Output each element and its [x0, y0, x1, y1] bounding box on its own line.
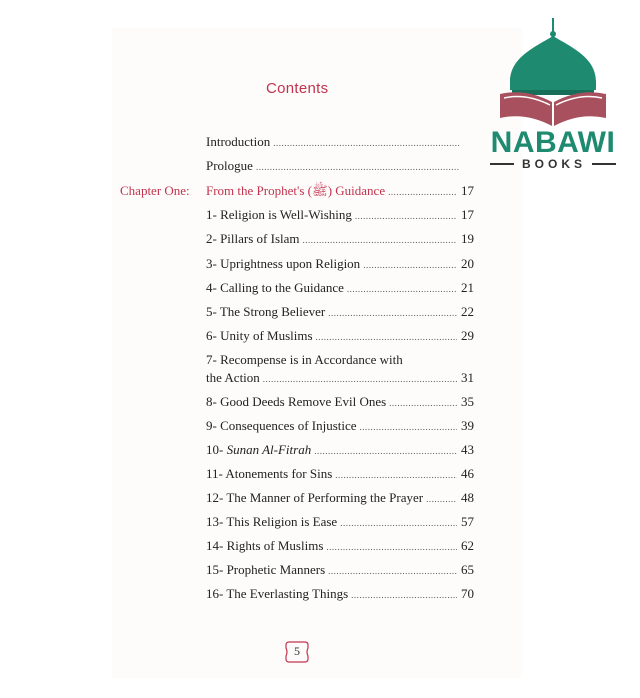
- toc-entry-number: 10-: [206, 442, 224, 457]
- toc-entry-page: 46: [461, 466, 474, 481]
- toc-entry[interactable]: [206, 256, 474, 273]
- dot-leader: [328, 305, 457, 321]
- toc-entry-title: 8- Good Deeds Remove Evil Ones: [206, 394, 387, 409]
- toc-entry[interactable]: [206, 370, 474, 387]
- toc-entry[interactable]: [206, 231, 474, 248]
- dot-leader: [263, 371, 457, 387]
- toc-entry-page: 21: [461, 280, 474, 295]
- toc-entry-title: 12- The Manner of Performing the Prayer: [206, 490, 424, 505]
- dot-leader: [273, 135, 460, 151]
- toc-entry-page: 57: [461, 514, 474, 529]
- toc-entry-chapter[interactable]: [206, 183, 474, 200]
- dot-leader: [326, 539, 457, 555]
- toc-entry[interactable]: [206, 466, 474, 483]
- toc-entry[interactable]: [206, 394, 474, 411]
- dot-leader: [389, 395, 457, 411]
- toc-entry-title: 5- The Strong Believer: [206, 304, 326, 319]
- toc-entry-title: 4- Calling to the Guidance: [206, 280, 344, 295]
- toc-entry[interactable]: [206, 328, 474, 345]
- toc-entry-title: 6- Unity of Muslims: [206, 328, 313, 343]
- toc-entry[interactable]: [206, 134, 474, 151]
- toc-entry-title: Prologue: [206, 158, 253, 173]
- toc-entry[interactable]: [206, 538, 474, 555]
- logo-subtitle-text: BOOKS: [521, 157, 586, 171]
- toc-entry-page: 29: [461, 328, 474, 343]
- toc-entry-title: 14- Rights of Muslims: [206, 538, 324, 553]
- dot-leader: [388, 184, 457, 200]
- toc-entry[interactable]: [206, 442, 474, 459]
- toc-entry[interactable]: [206, 490, 474, 507]
- toc-entry[interactable]: [206, 207, 474, 224]
- contents-heading: Contents: [266, 80, 329, 97]
- toc-entry[interactable]: [206, 280, 474, 297]
- toc-entry-title: 16- The Everlasting Things: [206, 586, 349, 601]
- dot-leader: [340, 515, 457, 531]
- toc-entry-title: the Action: [206, 370, 260, 385]
- toc-entry[interactable]: [206, 586, 474, 603]
- page-number: 5: [294, 644, 300, 658]
- toc-entry-title: 11- Atonements for Sins: [206, 466, 333, 481]
- toc-entry-title: 1- Religion is Well-Wishing: [206, 207, 352, 222]
- dot-leader: [355, 208, 457, 224]
- toc-entry-page: 62: [461, 538, 474, 553]
- toc-entry-title-line1[interactable]: 7- Recompense is in Accordance with: [206, 352, 403, 367]
- toc-entry-page: 17: [461, 183, 474, 198]
- dot-leader: [360, 419, 457, 435]
- toc-entry-page: 39: [461, 418, 474, 433]
- toc-entry-title: From the Prophet's (ﷺ) Guidance: [206, 183, 386, 198]
- dot-leader: [303, 232, 457, 248]
- toc-entry-page: 65: [461, 562, 474, 577]
- dot-leader: [363, 257, 457, 273]
- toc-entry[interactable]: [206, 514, 474, 531]
- toc-entry-page: 22: [461, 304, 474, 319]
- toc-entry-italic-title: Sunan Al-Fitrah: [226, 442, 312, 457]
- toc-entry-title: 13- This Religion is Ease: [206, 514, 338, 529]
- toc-entry-title: [206, 442, 311, 458]
- dot-leader: [314, 443, 457, 459]
- toc-entry[interactable]: [206, 418, 474, 435]
- toc-entry-page: 35: [461, 394, 474, 409]
- dot-leader: [316, 329, 457, 345]
- toc-entry-title: 9- Consequences of Injustice: [206, 418, 357, 433]
- dot-leader: [351, 587, 457, 603]
- dot-leader: [328, 563, 457, 579]
- toc-entry-title: Introduction: [206, 134, 271, 149]
- chapter-label: Chapter One:: [120, 183, 190, 198]
- toc-entry-page: 20: [461, 256, 474, 271]
- logo-wordmark: NABAWI: [490, 126, 616, 159]
- toc-entry[interactable]: [206, 158, 474, 175]
- toc-entry[interactable]: [206, 304, 474, 321]
- toc-entry-page: 48: [461, 490, 474, 505]
- toc-entry-page: 19: [461, 231, 474, 246]
- toc-entry-title: 2- Pillars of Islam: [206, 231, 300, 246]
- dot-leader: [347, 281, 457, 297]
- dot-leader: [426, 491, 457, 507]
- dot-leader: [335, 467, 457, 483]
- toc-entry-title: 15- Prophetic Manners: [206, 562, 326, 577]
- toc-entry-page: 17: [461, 207, 474, 222]
- dot-leader: [256, 159, 460, 175]
- page-number-badge: [284, 640, 310, 664]
- toc-entry-page: 31: [461, 370, 474, 385]
- toc-entry[interactable]: [206, 562, 474, 579]
- toc-entry-page: 43: [461, 442, 474, 457]
- toc-entry-title: 3- Uprightness upon Religion: [206, 256, 361, 271]
- toc-entry-page: 70: [461, 586, 474, 601]
